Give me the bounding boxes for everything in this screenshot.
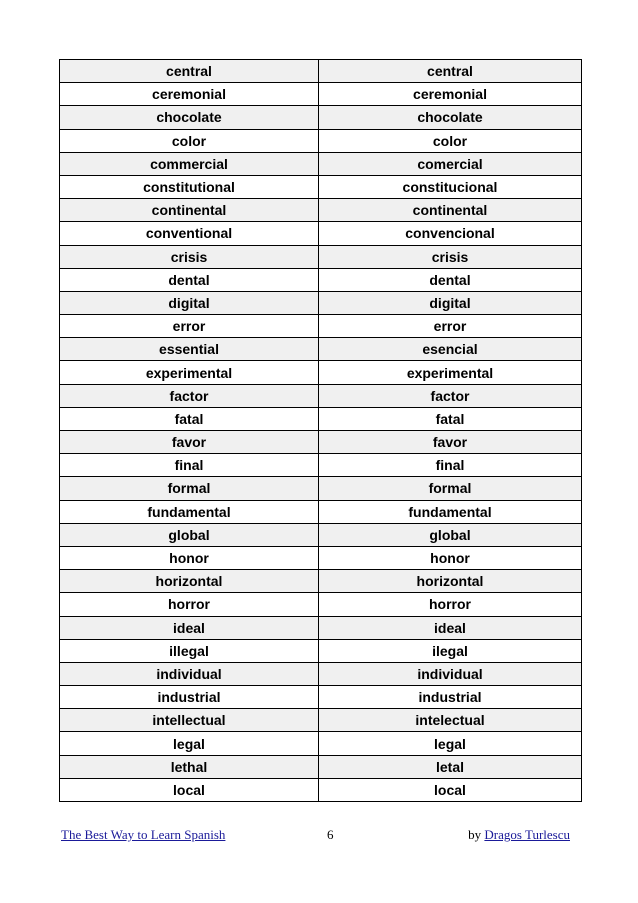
- english-word-cell: essential: [60, 338, 319, 361]
- english-word-cell: error: [60, 315, 319, 338]
- table-row: [60, 245, 582, 268]
- table-row: [60, 291, 582, 314]
- spanish-word-cell: ilegal: [319, 639, 582, 662]
- spanish-word-cell: ideal: [319, 616, 582, 639]
- spanish-word-cell: experimental: [319, 361, 582, 384]
- table-row: [60, 593, 582, 616]
- english-word-cell: color: [60, 129, 319, 152]
- table-row: [60, 315, 582, 338]
- english-word-cell: constitutional: [60, 175, 319, 198]
- spanish-word-cell: central: [319, 60, 582, 83]
- spanish-word-cell: honor: [319, 546, 582, 569]
- byline-prefix: by: [468, 827, 482, 842]
- spanish-word-cell: digital: [319, 291, 582, 314]
- spanish-word-cell: intelectual: [319, 709, 582, 732]
- english-word-cell: illegal: [60, 639, 319, 662]
- table-row: [60, 222, 582, 245]
- table-row: [60, 686, 582, 709]
- english-word-cell: factor: [60, 384, 319, 407]
- table-row: [60, 500, 582, 523]
- english-word-cell: fatal: [60, 407, 319, 430]
- table-row: [60, 570, 582, 593]
- spanish-word-cell: ceremonial: [319, 83, 582, 106]
- table-row: [60, 755, 582, 778]
- table-row: [60, 709, 582, 732]
- spanish-word-cell: horror: [319, 593, 582, 616]
- vocabulary-table-body: [60, 60, 582, 802]
- english-word-cell: individual: [60, 662, 319, 685]
- table-row: [60, 546, 582, 569]
- spanish-word-cell: industrial: [319, 686, 582, 709]
- english-word-cell: favor: [60, 431, 319, 454]
- spanish-word-cell: horizontal: [319, 570, 582, 593]
- english-word-cell: experimental: [60, 361, 319, 384]
- spanish-word-cell: color: [319, 129, 582, 152]
- english-word-cell: horror: [60, 593, 319, 616]
- table-row: [60, 106, 582, 129]
- english-word-cell: formal: [60, 477, 319, 500]
- table-row: [60, 778, 582, 801]
- english-word-cell: local: [60, 778, 319, 801]
- english-word-cell: final: [60, 454, 319, 477]
- english-word-cell: lethal: [60, 755, 319, 778]
- english-word-cell: legal: [60, 732, 319, 755]
- table-row: [60, 616, 582, 639]
- spanish-word-cell: continental: [319, 199, 582, 222]
- spanish-word-cell: individual: [319, 662, 582, 685]
- english-word-cell: honor: [60, 546, 319, 569]
- table-row: [60, 639, 582, 662]
- table-row: [60, 732, 582, 755]
- spanish-word-cell: formal: [319, 477, 582, 500]
- table-row: [60, 407, 582, 430]
- english-word-cell: dental: [60, 268, 319, 291]
- spanish-word-cell: dental: [319, 268, 582, 291]
- spanish-word-cell: letal: [319, 755, 582, 778]
- table-row: [60, 129, 582, 152]
- author-link[interactable]: Dragos Turlescu: [484, 827, 570, 842]
- spanish-word-cell: chocolate: [319, 106, 582, 129]
- table-row: [60, 662, 582, 685]
- spanish-word-cell: crisis: [319, 245, 582, 268]
- english-word-cell: digital: [60, 291, 319, 314]
- page-footer: [0, 827, 638, 845]
- spanish-word-cell: local: [319, 778, 582, 801]
- table-row: [60, 361, 582, 384]
- spanish-word-cell: factor: [319, 384, 582, 407]
- spanish-word-cell: fatal: [319, 407, 582, 430]
- spanish-word-cell: favor: [319, 431, 582, 454]
- spanish-word-cell: comercial: [319, 152, 582, 175]
- english-word-cell: commercial: [60, 152, 319, 175]
- table-row: [60, 384, 582, 407]
- english-word-cell: conventional: [60, 222, 319, 245]
- footer-byline: [468, 827, 570, 843]
- english-word-cell: ideal: [60, 616, 319, 639]
- spanish-word-cell: convencional: [319, 222, 582, 245]
- english-word-cell: ceremonial: [60, 83, 319, 106]
- table-row: [60, 338, 582, 361]
- spanish-word-cell: constitucional: [319, 175, 582, 198]
- vocabulary-table: [59, 59, 582, 802]
- english-word-cell: fundamental: [60, 500, 319, 523]
- spanish-word-cell: esencial: [319, 338, 582, 361]
- table-row: [60, 523, 582, 546]
- table-row: [60, 454, 582, 477]
- table-row: [60, 152, 582, 175]
- spanish-word-cell: error: [319, 315, 582, 338]
- table-row: [60, 60, 582, 83]
- table-row: [60, 83, 582, 106]
- english-word-cell: industrial: [60, 686, 319, 709]
- spanish-word-cell: fundamental: [319, 500, 582, 523]
- spanish-word-cell: legal: [319, 732, 582, 755]
- table-row: [60, 268, 582, 291]
- english-word-cell: chocolate: [60, 106, 319, 129]
- english-word-cell: global: [60, 523, 319, 546]
- english-word-cell: crisis: [60, 245, 319, 268]
- english-word-cell: intellectual: [60, 709, 319, 732]
- spanish-word-cell: global: [319, 523, 582, 546]
- table-row: [60, 199, 582, 222]
- table-row: [60, 175, 582, 198]
- english-word-cell: continental: [60, 199, 319, 222]
- table-row: [60, 477, 582, 500]
- page-number: 6: [327, 827, 334, 842]
- english-word-cell: central: [60, 60, 319, 83]
- table-row: [60, 431, 582, 454]
- english-word-cell: horizontal: [60, 570, 319, 593]
- spanish-word-cell: final: [319, 454, 582, 477]
- footer-title-link[interactable]: The Best Way to Learn Spanish: [61, 827, 226, 842]
